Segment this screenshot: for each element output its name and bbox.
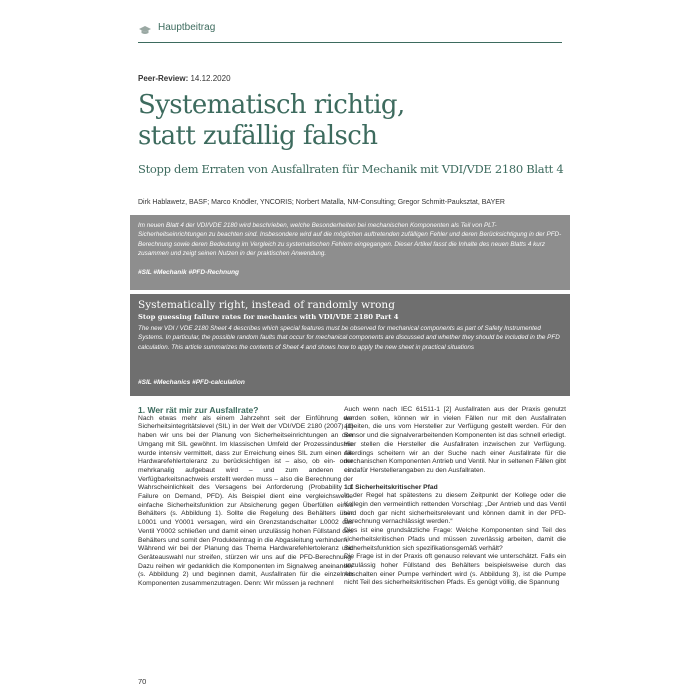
body-column-left [138, 406, 353, 589]
page-number: 70 [138, 677, 147, 686]
paragraph: Dies ist eine grundsätzliche Frage: Welche Komponenten sind Teil des sicherheitskritischen Pfads und müssen zuverlässig arbeiten, damit die Sicherheitsfunktion sich spezifikationsgemäß verhält? [344, 527, 566, 552]
author-list: Dirk Hablawetz, BASF; Marco Knödler, YNCORIS; Norbert Matalla, NM-Consulting; Gregor Schmitt-Pauksztat, BAYER [138, 199, 505, 206]
abstract-german-text: Im neuen Blatt 4 der VDI/VDE 2180 wird beschrieben, welche Besonderheiten bei mechanischen Komponenten als Teil von PLT-Sicherheitseinrichtungen zu beachten sind. Insbesondere wird auf die möglichen auftretenden zufälligen Fehler und deren Berücksichtigung in der PFD-Berechnung sowie deren Bedeutung im Vergleich zu systematischen Fehlern eingegangen. Dieser Artikel fasst die Inhalte des neuen Blatts 4 kurz zusammen und zeigt seinen Nutzen in der praktischen Anwendung. [138, 222, 562, 257]
paragraph: Während wir bei der Planung das Thema Hardwarefehlertoleranz und Geräteauswahl nur streifen, stürzen wir uns auf die PFD-Berechnung. Dazu reihen wir gedanklich die Komponenten im Signalweg aneinander (s. Abbildung 2) und beginnen damit, Ausfallraten für die einzelnen Komponenten zusammenzutragen. Denn: Wir müssen ja rechnen! [138, 545, 353, 588]
subsection-1-1-heading: 1.1 Sicherheitskritischer Pfad [344, 483, 438, 491]
header-divider [138, 42, 562, 43]
abstract-english-title: Systematically right, instead of randomly wrong [138, 299, 395, 311]
abstract-english-subtitle: Stop guessing failure rates for mechanics with VDI/VDE 2180 Part 4 [138, 313, 399, 321]
abstract-german [130, 215, 570, 290]
peer-review-label: Peer-Review: [138, 74, 189, 83]
section-header [138, 20, 562, 42]
paragraph: Auch wenn nach IEC 61511-1 [2] Ausfallraten aus der Praxis genutzt werden sollen, können wir in vielen Fällen nur mit den Ausfallraten arbeiten, die uns vom Hersteller zur Verfügung gestellt werden. Für den Sensor und die signalverarbeitenden Komponenten ist das schnell erledigt. Hier stellen die Hersteller die Ausfallraten inzwischen zur Verfügung. Allerdings scheitern wir an der Suche nach einer Ausfallrate für die mechanischen Komponenten Antrieb und Ventil. Nur in seltenen Fällen gibt es dafür Herstellerangaben zu den Ausfallraten. [344, 406, 566, 474]
paragraph: In der Regel hat spätestens zu diesem Zeitpunkt der Kollege oder die Kollegin den vermeintlich rettenden Vorschlag: „Der Antrieb und das Ventil sind doch gar nicht sicherheitsrelevant und können damit in der PFD-Berechnung vernachlässigt werden.“ [344, 492, 566, 526]
abstract-german-tags: #SIL #Mechanik #PFD-Rechnung [138, 269, 240, 276]
peer-review-line [138, 74, 231, 83]
abstract-english-text: The new VDI / VDE 2180 Sheet 4 describes which special features must be observed for mechanical components as part of Safety Instrumented Systems. In particular, the possible random faults that occur for mechanical components are discussed and whether they should be included in the PFD calculation. This article summarizes the contents of Sheet 4 and shows how to apply the new sheet in practical situations [138, 325, 560, 351]
title-line-2: statt zufällig falsch [138, 121, 378, 151]
mortarboard-icon [138, 23, 152, 41]
abstract-english-tags: #SIL #Mechanics #PFD-calculation [138, 379, 245, 386]
section-label: Hauptbeitrag [158, 22, 216, 33]
article-subtitle: Stopp dem Erraten von Ausfallraten für Mechanik mit VDI/VDE 2180 Blatt 4 [138, 162, 564, 176]
paragraph: Nach etwas mehr als einem Jahrzehnt seit der Einführung der Sicherheitsintegritätslevel (SIL) in der Welt der VDI/VDE 2180 (2007) [1] haben wir uns bei der Planung von Sicherheitseinrichtungen an den Umgang mit SIL gewöhnt. Im klassischen Umfeld der Prozessindustrie wurde intensiv vermittelt, dass zur Erreichung eines SIL zum einen die Hardwarefehlertoleranz zu berücksichtigen ist – also, ob ein- oder mehrkanalig aufgebaut wird – und zum anderen ein Verfügbarkeitsnachweis erstellt werden muss – also die Berechnung der Wahrscheinlichkeit des Versagens bei Anforderung (Probability of Failure on Demand, PFD). Als Beispiel dient eine vergleichsweise einfache Sicherheitsfunktion zur Absicherung gegen Überfüllen eines Behälters (s. Abbildung 1). Sollte die Regelung des Behälters über L0001 und Y0001 versagen, wird ein Grenzstandschalter L0002 das Ventil Y0002 schließen und damit einen unzulässig hohen Füllstand des Behälters und somit den Produkteintrag in die Abgasleitung verhindern. [138, 414, 353, 544]
body-column-right [344, 406, 566, 588]
abstract-english [130, 294, 570, 396]
title-line-1: Systematisch richtig, [138, 90, 405, 120]
peer-review-date: 14.12.2020 [190, 74, 231, 83]
section-1-heading: 1. Wer rät mir zur Ausfallrate? [138, 405, 259, 415]
paragraph: Die Frage ist in der Praxis oft genauso relevant wie unterschätzt. Falls ein unzulässig hoher Füllstand des Behälters beispielsweise durch das Abschalten einer Pumpe verhindert wird (s. Abbildung 3), ist die Pumpe nicht Teil des sicherheitskritischen Pfads. Es genügt völlig, die Spannung [344, 553, 566, 587]
article-title [138, 90, 568, 152]
